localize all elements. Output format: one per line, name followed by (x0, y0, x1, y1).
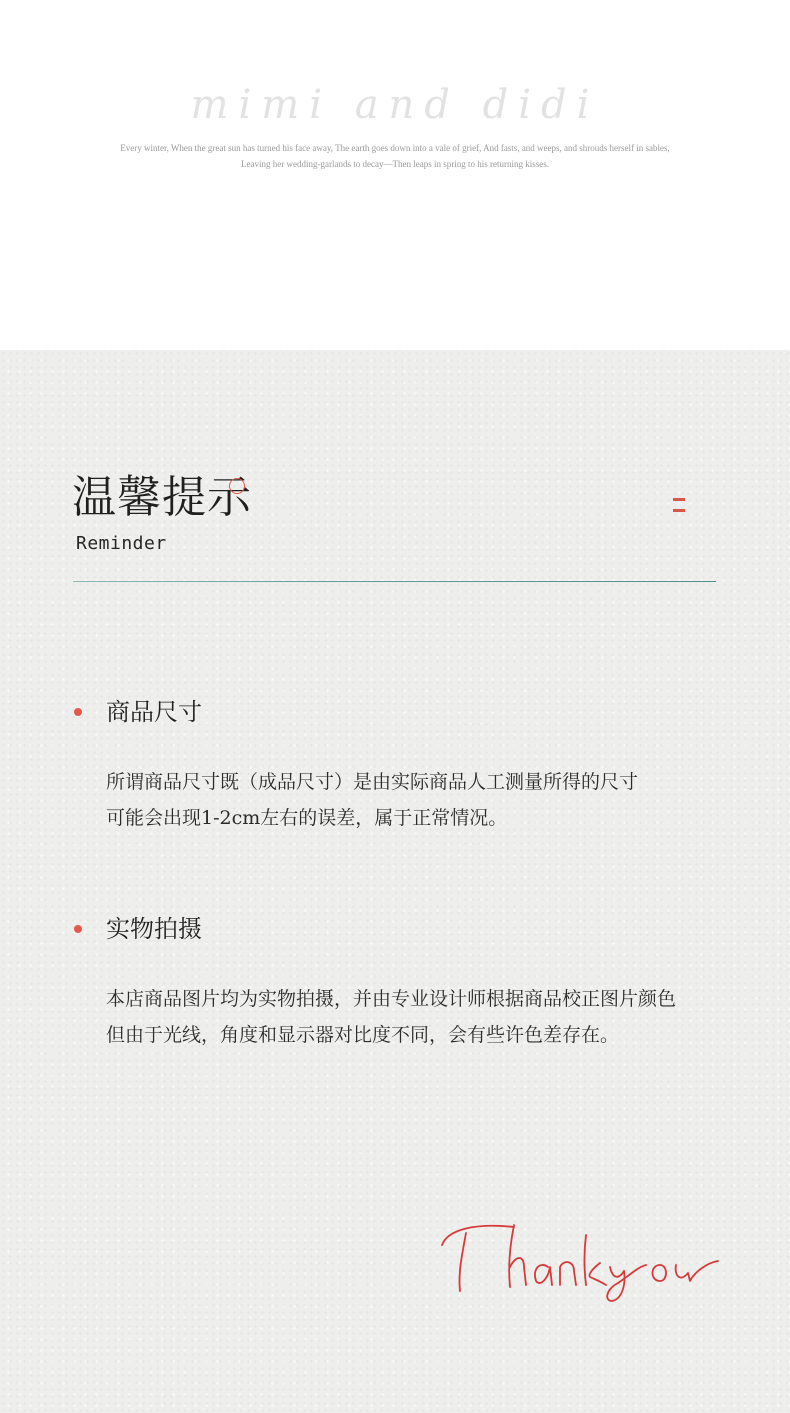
header-band (0, 0, 790, 350)
photo-text-line-1: 本店商品图片均为实物拍摄，并由专业设计师根据商品校正图片颜色 (106, 988, 677, 1010)
ring-accent-icon (229, 478, 245, 494)
reminder-title: 温馨提示 (72, 472, 252, 523)
thank-you-signature (436, 1215, 726, 1305)
size-text-line-1: 所谓商品尺寸既（成品尺寸）是由实际商品人工测量所得的尺寸 (106, 771, 639, 793)
photo-text-line-2: 但由于光线，角度和显示器对比度不同，会有些许色差存在。 (106, 1024, 620, 1046)
bullet-dot-icon (74, 708, 82, 716)
reminder-subtitle: Reminder (76, 533, 167, 554)
bullet-dot-icon (74, 925, 82, 933)
double-bar-icon (673, 498, 685, 516)
poem-line-2: Leaving her wedding-garlands to decay—Then leaps in spring to his returning kisses. (241, 159, 549, 169)
size-text-line-2: 可能会出现1-2cm左右的误差，属于正常情况。 (106, 807, 508, 829)
section-divider (73, 581, 716, 582)
section-title-photo: 实物拍摄 (106, 915, 202, 943)
poem-line-1: Every winter, When the great sun has turned his face away, The earth goes down into a vale of grief, And fasts, and weeps, and shrouds herself in sables, (120, 143, 670, 153)
signature-script-icon (436, 1215, 726, 1305)
brand-script-title: mimi and didi (190, 82, 600, 128)
section-title-size: 商品尺寸 (106, 698, 202, 726)
